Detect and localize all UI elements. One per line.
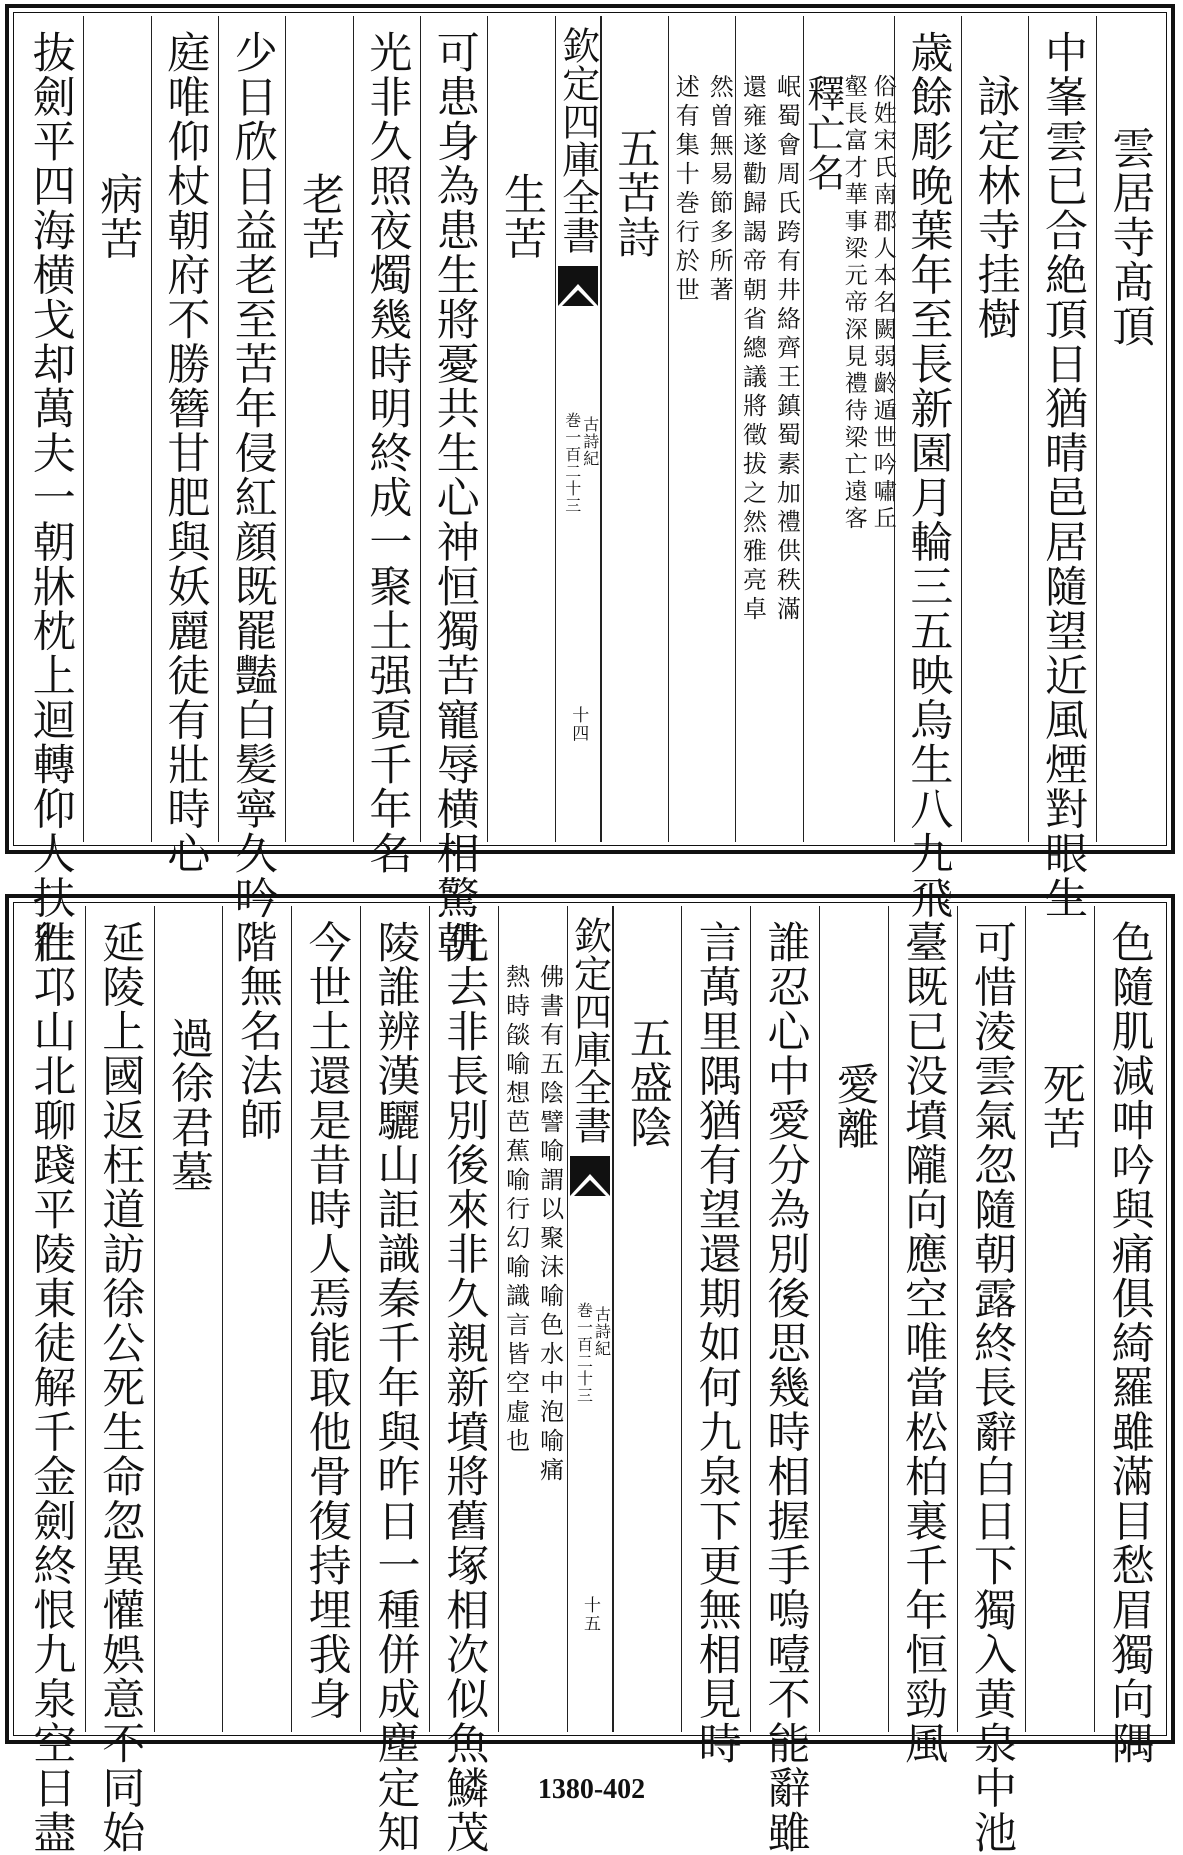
verse-column (750, 906, 819, 1855)
author-name: 無名法師 (232, 964, 283, 1142)
note-line: 佛書有五陰譬喻謂以聚沫喻色水中泡喻痛 (535, 964, 564, 1486)
column-text: 光非久照夜燭幾時明終成一聚土强覔千年名 (362, 30, 413, 876)
column-text: 歳餘彫晚葉年至長新園月輪三五映烏生八九飛 (903, 30, 954, 920)
section-title-column (285, 16, 352, 842)
section-title: 病苦 (93, 172, 144, 261)
verse-column (1096, 16, 1163, 842)
author-name: 釋亡名 (800, 74, 845, 193)
column-text: 徃邛山北聊踐平陵東徒解千金劍終恨九泉空日盡 (26, 920, 77, 1855)
note-line: 述有集十巻行於世 (671, 74, 700, 306)
section-title: 老苦 (295, 172, 346, 261)
verse-column (894, 16, 961, 920)
column-text: 雲居寺髙頂 (1105, 126, 1156, 349)
column-text: 延陵上國返枉道訪徐公死生命忽異懽娯意不同始 (95, 920, 146, 1855)
note-line: 然曽無易節多所著 (705, 74, 734, 306)
verse-column (429, 906, 498, 1855)
banner-book (574, 1302, 612, 1404)
center-banner (555, 16, 601, 842)
volume-label: 巻一百二十三 (574, 1302, 594, 1404)
verse-column (1094, 906, 1163, 1766)
column-text: 誰忍心中愛分為別後思幾時相握手嗚噎不能辭雖 (760, 920, 811, 1855)
verse-column (85, 906, 154, 1855)
section-title-column (819, 906, 888, 1732)
verse-column (17, 906, 85, 1855)
volume-label: 巻一百二十三 (562, 412, 582, 514)
section-title-column (83, 16, 150, 842)
column-text: 詠定林寺挂樹 (970, 74, 1021, 341)
verse-column (888, 906, 957, 1766)
column-text: 抜劍平四海横戈却萬夫一朝牀枕上迴轉仰人扶壯 (25, 30, 76, 965)
note-line: 俗姓宋氏南郡人本名闕弱齡遁世吟嘯丘 (869, 74, 896, 533)
book-title: 古詩紀 (592, 1306, 612, 1357)
verse-column (17, 16, 83, 965)
book-title: 古詩紀 (580, 416, 600, 467)
column-text: 色隨肌減呻吟與痛俱綺羅雖滿目愁眉獨向隅 (1104, 920, 1155, 1766)
verse-column (360, 906, 429, 1855)
author-note (842, 74, 894, 533)
section-title-column (601, 16, 668, 842)
note-line: 壑長富才華事梁元帝深見禮待梁亡遠客 (840, 74, 867, 533)
author-column (800, 16, 896, 842)
column-text: 今世土還是昔時人焉能取他骨復持埋我身 (301, 920, 352, 1721)
column-text: 可患身為患生將憂共生心神恒獨苦寵辱横相驚朝 (429, 30, 480, 965)
section-title: 死苦 (1035, 1062, 1086, 1151)
author-column (222, 906, 291, 1732)
note-line: 還雍遂勸歸謁帝朝省總議將徵拔之然雅亮卓 (738, 74, 767, 625)
section-title: 五苦詩 (610, 126, 661, 260)
fish-tail-ornament (570, 1156, 610, 1196)
banner-book (562, 412, 600, 514)
banner-title: 欽定四庫全書 (555, 26, 600, 254)
verse-column (957, 906, 1026, 1855)
verse-column (1028, 16, 1095, 920)
section-title: 五盛陰 (622, 1016, 673, 1150)
column-text: 陵誰辨漢驪山詎識秦千年與昨日一種併成塵定知 (370, 920, 421, 1855)
center-banner (567, 906, 613, 1732)
verse-column (151, 16, 218, 876)
column-text: 少日欣日益老至苦年侵紅顔既罷豔白髪寧久吟階 (227, 30, 278, 965)
note-line: 熱時燄喻想芭蕉喻行幻喻識言皆空虛也 (501, 964, 530, 1457)
fish-tail-ornament (558, 266, 598, 306)
section-title: 過徐君墓 (164, 1016, 215, 1194)
section-title: 愛離 (829, 1062, 880, 1151)
banner-title: 欽定四庫全書 (567, 916, 612, 1144)
section-title-column (613, 906, 682, 1732)
column-text: 臺既已没墳隴向應空唯當松柏裏千年恒勁風 (898, 920, 949, 1766)
note-line: 岷蜀會周氏跨有井絡齊王鎮蜀素加禮供秩滿 (772, 74, 801, 625)
note-column (668, 16, 735, 842)
verse-column (291, 906, 360, 1732)
folio-number: 十五 (580, 1596, 600, 1633)
verse-column (961, 16, 1028, 842)
column-text: 庭唯仰杖朝府不勝簪甘肥與妖麗徒有壯時心 (160, 30, 211, 876)
section-title: 生苦 (497, 172, 548, 261)
verse-column (420, 16, 487, 965)
column-text: 中峯雲已合絶頂日猶晴邑居隨望近風煙對眼生 (1038, 30, 1088, 920)
verse-column (353, 16, 420, 876)
note-column (498, 906, 567, 1732)
note-column (735, 16, 802, 842)
section-title-column (154, 906, 223, 1732)
verse-column (218, 16, 285, 965)
page-id: 1380-402 (537, 1774, 646, 1805)
verse-column (681, 906, 750, 1766)
column-text: 可惜淩雲氣忽隨朝露終長辭白日下獨入黄泉中池 (966, 920, 1017, 1855)
column-text: 言萬里隅猶有望還期如何九泉下更無相見時 (691, 920, 742, 1766)
column-text: 先去非長別後來非久親新墳將舊塚相次似魚鱗茂 (439, 920, 490, 1855)
section-title-column (487, 16, 554, 842)
top-page (5, 4, 1175, 965)
section-title-column (1025, 906, 1094, 1732)
folio-number: 十四 (568, 706, 589, 743)
